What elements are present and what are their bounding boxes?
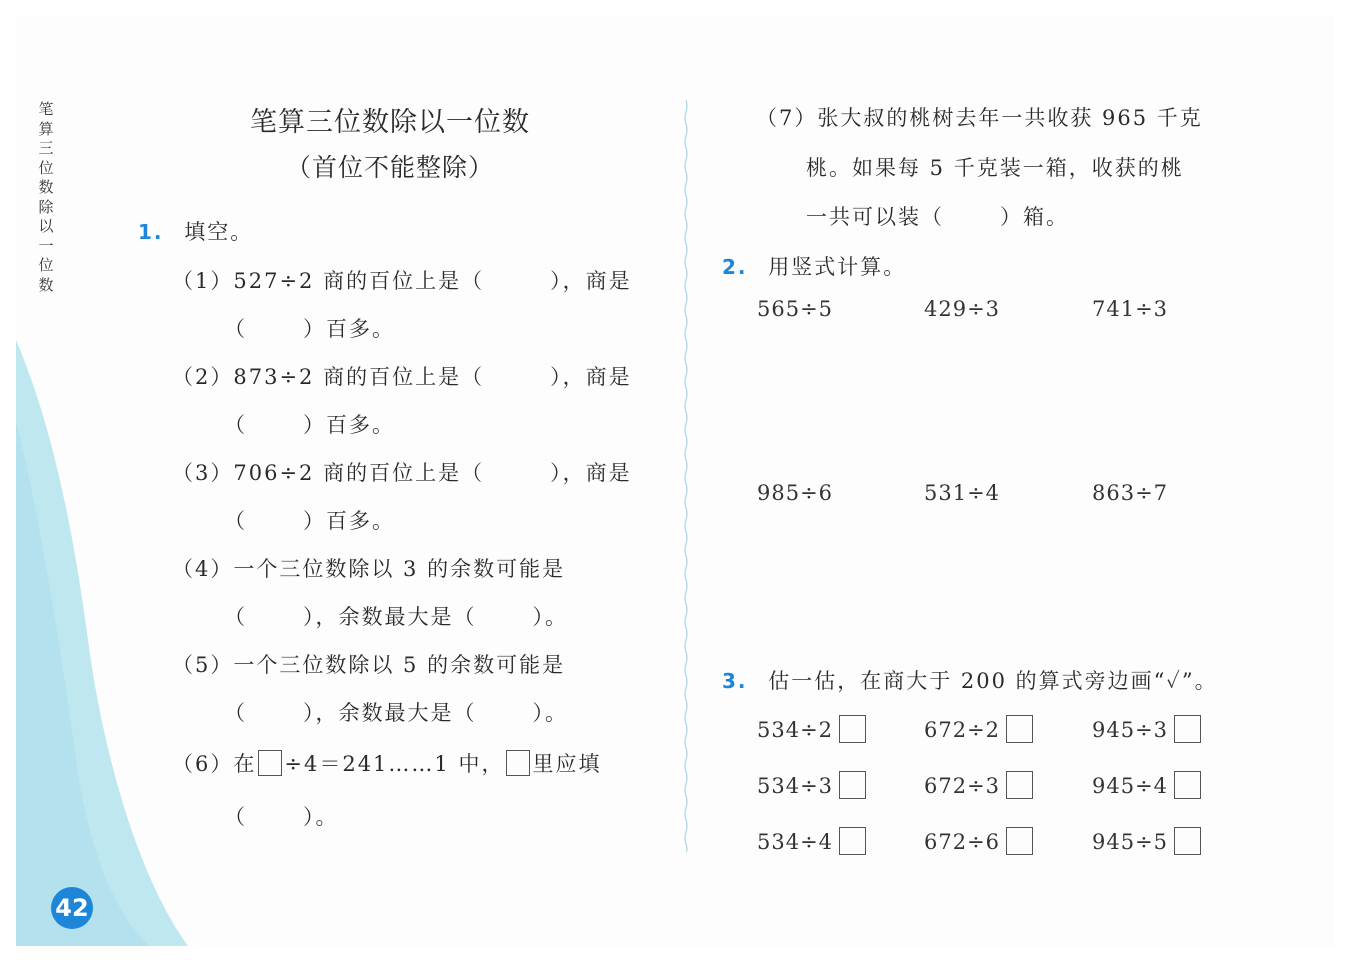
item-text: ）百多。 (303, 317, 395, 341)
lesson-subtitle: （首位不能整除） (285, 153, 494, 182)
side-title-char: 三 (38, 139, 54, 157)
q1-item-2-line2 (224, 409, 395, 439)
checkmark-box[interactable] (1174, 771, 1201, 799)
item-text: 里应填 (532, 752, 602, 776)
side-title-char: 除 (38, 197, 54, 216)
item-text: ）百多。 (303, 509, 395, 533)
side-title-char: 数 (38, 275, 54, 294)
side-title-char: 算 (38, 119, 54, 138)
q1-item-1-line2 (224, 313, 395, 343)
side-chapter-title (36, 100, 56, 295)
estimate-item (924, 715, 1033, 743)
division-expression: 565÷5 (757, 297, 834, 321)
q1-item-5-line2 (224, 697, 568, 727)
item-text: 一共可以装（ (806, 205, 944, 229)
checkmark-box[interactable] (1174, 715, 1201, 743)
question-3-heading (722, 665, 1218, 695)
checkmark-box[interactable] (1006, 771, 1033, 799)
checkmark-box[interactable] (1006, 715, 1033, 743)
division-expression: 531÷4 (924, 481, 1001, 505)
side-title-char: 一 (38, 236, 54, 255)
question-number: 2. (722, 255, 748, 279)
estimate-expression: 672÷3 (924, 774, 1001, 798)
estimate-expression: 945÷5 (1092, 830, 1169, 854)
estimate-expression: 534÷3 (757, 774, 834, 798)
item-text: （7）张大叔的桃树去年一共收获 965 千克 (756, 106, 1203, 130)
q1-item-3-line2 (224, 505, 395, 535)
side-title-char: 以 (38, 217, 54, 235)
item-text: ），商是 (550, 461, 632, 485)
side-title-char: 位 (38, 256, 54, 274)
q1-item-4-line1 (172, 553, 565, 583)
estimate-expression: 534÷4 (757, 830, 834, 854)
item-text: ）百多。 (303, 413, 395, 437)
item-text: 桃。如果每 5 千克装一箱，收获的桃 (806, 156, 1184, 180)
checkmark-box[interactable] (839, 771, 866, 799)
item-text: （1）527÷2 商的百位上是（ (172, 269, 485, 293)
answer-box[interactable] (506, 750, 530, 776)
side-title-char: 位 (38, 158, 54, 177)
item-text: （ (224, 701, 247, 725)
column-divider (684, 100, 688, 852)
division-expression: 741÷3 (1092, 297, 1169, 321)
side-title-char: 数 (38, 178, 54, 196)
item-text: （ (224, 509, 247, 533)
estimate-expression: 672÷2 (924, 718, 1001, 742)
q1-item-7-line2 (806, 152, 1184, 182)
answer-box[interactable] (258, 750, 282, 776)
item-text: ）。 (532, 701, 568, 725)
estimate-expression: 945÷4 (1092, 774, 1169, 798)
q1-item-7-line1 (756, 102, 1203, 132)
division-expression: 429÷3 (924, 297, 1001, 321)
question-number: 3. (722, 669, 748, 693)
q1-item-6-line1 (172, 748, 601, 778)
question-label: 用竖式计算。 (768, 255, 907, 279)
question-2-heading (722, 251, 906, 281)
item-text: （6）在 (172, 752, 257, 776)
q1-item-5-line1 (172, 649, 565, 679)
estimate-item (1092, 771, 1201, 799)
item-text: ），商是 (550, 365, 632, 389)
item-text: （2）873÷2 商的百位上是（ (172, 365, 485, 389)
item-text: （3）706÷2 商的百位上是（ (172, 461, 485, 485)
checkmark-box[interactable] (1174, 827, 1201, 855)
side-title-char: 笔 (38, 100, 54, 118)
division-expression: 985÷6 (757, 481, 834, 505)
page-number-badge: 42 (51, 887, 93, 929)
q1-item-3-line1 (172, 457, 632, 487)
estimate-item (757, 715, 866, 743)
q1-item-1-line1 (172, 265, 632, 295)
question-label: 估一估，在商大于 200 的算式旁边画“✓”。 (768, 669, 1218, 693)
estimate-item (1092, 827, 1201, 855)
lesson-title: 笔算三位数除以一位数 (250, 107, 530, 138)
item-text: （ (224, 605, 247, 629)
item-text: （ (224, 317, 247, 341)
item-text: ），余数最大是（ (303, 701, 477, 725)
estimate-item (924, 771, 1033, 799)
item-text: （5）一个三位数除以 5 的余数可能是 (172, 653, 566, 677)
side-decoration-band (0, 0, 200, 962)
checkmark-box[interactable] (839, 827, 866, 855)
question-label: 填空。 (184, 220, 254, 244)
question-1-heading (138, 216, 253, 246)
checkmark-box[interactable] (839, 715, 866, 743)
q1-item-7-line3 (806, 201, 1069, 231)
q1-item-2-line1 (172, 361, 632, 391)
checkmark-box[interactable] (1006, 827, 1033, 855)
estimate-item (1092, 715, 1201, 743)
division-expression: 863÷7 (1092, 481, 1169, 505)
q1-item-4-line2 (224, 601, 568, 631)
item-text: ）。 (303, 805, 339, 829)
item-text: （ (224, 413, 247, 437)
estimate-expression: 672÷6 (924, 830, 1001, 854)
estimate-expression: 945÷3 (1092, 718, 1169, 742)
item-text: ），余数最大是（ (303, 605, 477, 629)
question-number: 1. (138, 220, 164, 244)
item-text: ）箱。 (1000, 205, 1069, 229)
item-text: ），商是 (550, 269, 632, 293)
item-text: ）。 (532, 605, 568, 629)
item-text: （ (224, 805, 247, 829)
estimate-item (757, 771, 866, 799)
estimate-item (757, 827, 866, 855)
estimate-item (924, 827, 1033, 855)
q1-item-6-line2 (224, 801, 339, 831)
item-text: ÷4＝241……1 中， (284, 752, 505, 776)
item-text: （4）一个三位数除以 3 的余数可能是 (172, 557, 566, 581)
estimate-expression: 534÷2 (757, 718, 834, 742)
